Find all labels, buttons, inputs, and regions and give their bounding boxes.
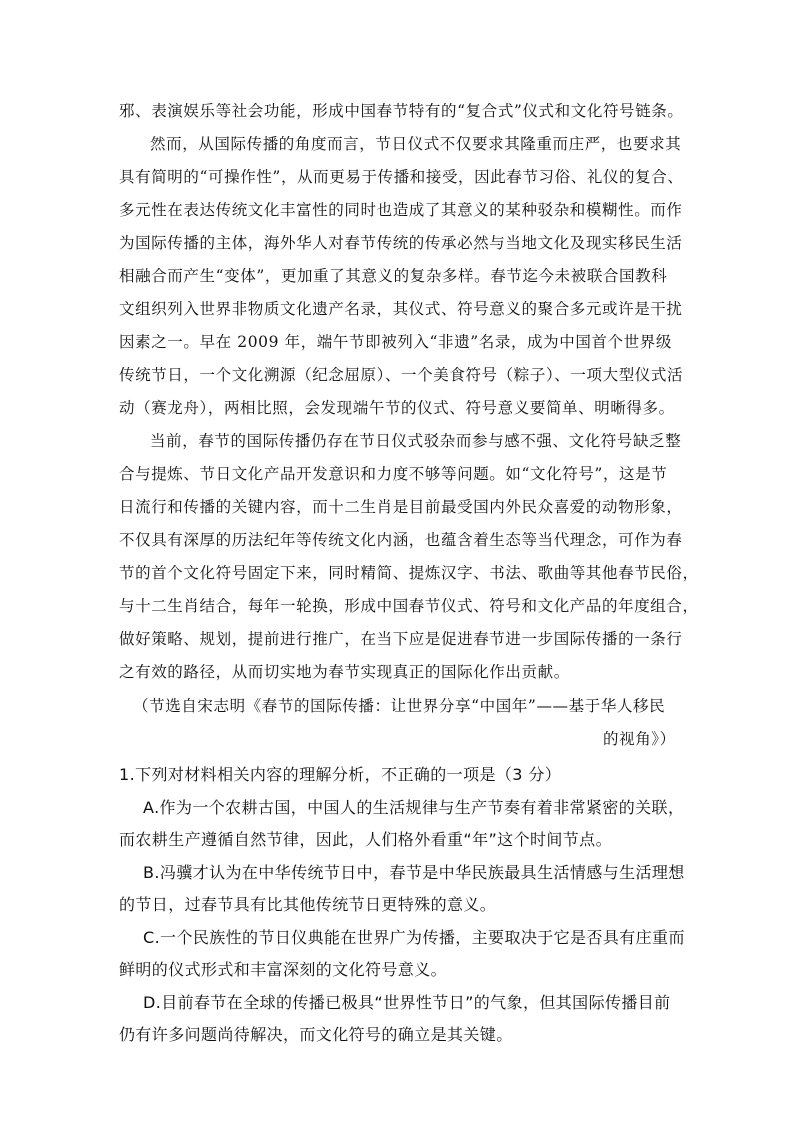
- passage-line: 文组织列入世界非物质文化遗产名录，其仪式、符号意义的聚合多元或许是干扰: [119, 300, 683, 318]
- passage-line: 与十二生肖结合，每年一轮换，形成中国春节仪式、符号和文化产品的年度组合，: [119, 597, 699, 615]
- passage-line: 传统节日，一个文化溯源（纪念屈原）、一个美食符号（粽子）、一项大型仪式活: [119, 366, 684, 384]
- passage-line: 动（赛龙舟），两相比照，会发现端午节的仪式、符号意义要简单、明晰得多。: [119, 399, 675, 417]
- passage-line: 为国际传播的主体，海外华人对春节传统的传承必然与当地文化及现实移民生活: [119, 234, 683, 252]
- question-stem: 1.下列对材料相关内容的理解分析，不正确的一项是（3 分）: [119, 765, 562, 784]
- option-c-line-1: C.一个民族性的节日仪典能在世界广为传播，主要取决于它是否具有庄重而: [143, 928, 685, 947]
- source-citation-line-2: 的视角》）: [603, 730, 676, 748]
- passage-line: 然而，从国际传播的角度而言，节日仪式不仅要求其隆重而庄严，也要求其: [150, 135, 682, 153]
- passage-line: 做好策略、规划，提前进行推广，在当下应是促进春节进一步国际传播的一条行: [119, 630, 683, 648]
- option-a-line-1: A.作为一个农耕古国，中国人的生活规律与生产节奏有着非常紧密的关联，: [143, 798, 685, 817]
- option-d-line-1: D.目前春节在全球的传播已极具“世界性节日”的气象，但其国际传播目前: [143, 993, 671, 1012]
- passage-line: 不仅具有深厚的历法纪年等传统文化内涵，也蕴含着生态等当代理念，可作为春: [119, 531, 683, 549]
- passage-line: 节的首个文化符号固定下来，同时精简、提炼汉字、书法、歌曲等其他春节民俗，: [119, 564, 699, 582]
- passage-line: 相融合而产生“变体”，更加重了其意义的复杂多样。春节迄今未被联合国教科: [119, 267, 668, 285]
- option-a-line-2: 而农耕生产遵循自然节律，因此，人们格外看重“年”这个时间节点。: [119, 830, 612, 849]
- option-d-line-2: 仍有许多问题尚待解决，而文化符号的确立是其关键。: [119, 1025, 513, 1044]
- passage-line: 合与提炼、节日文化产品开发意识和力度不够等问题。如“文化符号”，这是节: [119, 465, 668, 483]
- passage-line: 日流行和传播的关键内容，而十二生肖是目前最受国内外民众喜爱的动物形象，: [119, 498, 683, 516]
- passage-line: 当前，春节的国际传播仍存在节日仪式驳杂而参与感不强、文化符号缺乏整: [150, 432, 682, 450]
- passage-line: 多元性在表达传统文化丰富性的同时也造成了其意义的某种驳杂和模糊性。而作: [119, 201, 683, 219]
- source-citation-line-1: （节选自宋志明《春节的国际传播：让世界分享“中国年”——基于华人移民: [133, 697, 666, 715]
- passage-line: 之有效的路径，从而切实地为春节实现真正的国际化作出贡献。: [119, 663, 570, 681]
- passage-line: 邪、表演娱乐等社会功能，形成中国春节特有的“复合式”仪式和文化符号链条。: [119, 102, 684, 120]
- option-c-line-2: 鲜明的仪式形式和丰富深刻的文化符号意义。: [119, 960, 448, 979]
- option-b-line-1: B.冯骥才认为在中华传统节日中，春节是中华民族最具生活情感与生活理想: [143, 863, 685, 882]
- passage-line: 具有简明的“可操作性”，从而更易于传播和接受，因此春节习俗、礼仪的复合、: [119, 168, 684, 186]
- option-b-line-2: 的节日，过春节具有比其他传统节日更特殊的意义。: [119, 895, 497, 914]
- passage-line: 因素之一。早在 2009 年，端午节即被列入“非遗”名录，成为中国首个世界级: [119, 333, 672, 351]
